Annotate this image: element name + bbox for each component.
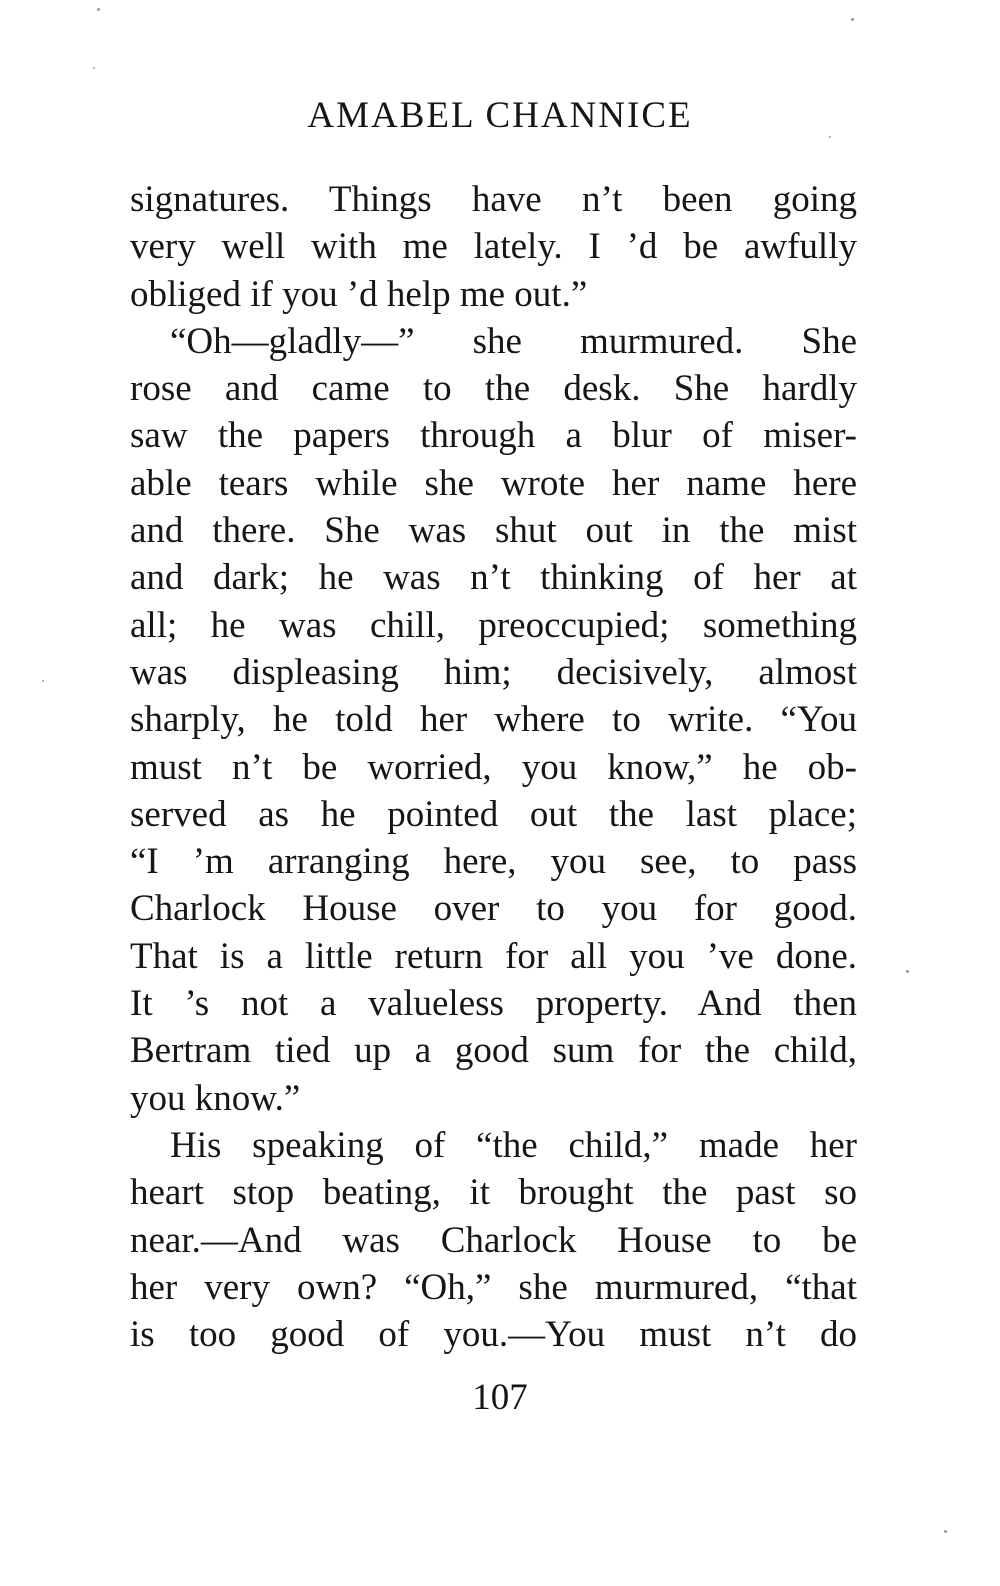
- text-line: must n’t be worried, you know,” he ob-: [130, 746, 857, 788]
- text-line: rose and came to the desk. She hardly: [130, 368, 857, 410]
- text-line: her very own? “Oh,” she murmured, “that: [130, 1266, 857, 1308]
- text-line: saw the papers through a blur of miser-: [130, 415, 857, 457]
- text-line: That is a little return for all you ’ve done.: [130, 935, 857, 977]
- scan-speck: [97, 8, 100, 11]
- running-head: AMABEL CHANNICE: [307, 95, 693, 136]
- scan-speck: [851, 18, 854, 21]
- text-line: very well with me lately. I ’d be awfully: [130, 226, 857, 268]
- text-line: Charlock House over to you for good.: [130, 888, 857, 930]
- text-line: you know.”: [130, 1077, 301, 1119]
- scan-speck: [93, 67, 95, 69]
- text-line: near.—And was Charlock House to be: [130, 1219, 857, 1261]
- scan-speck: [829, 136, 831, 138]
- text-line: His speaking of “the child,” made her: [170, 1124, 857, 1166]
- body-text: [130, 176, 857, 1358]
- text-line: “Oh—gladly—” she murmured. She: [170, 320, 857, 362]
- text-line: signatures. Things have n’t been going: [130, 179, 857, 220]
- scan-speck: [42, 680, 44, 682]
- text-line: Bertram tied up a good sum for the child,: [130, 1030, 857, 1072]
- text-line: It ’s not a valueless property. And then: [130, 983, 857, 1025]
- text-line: sharply, he told her where to write. “You: [130, 699, 857, 741]
- scan-speck: [944, 1530, 947, 1533]
- text-line: obliged if you ’d help me out.”: [130, 273, 588, 315]
- text-line: and dark; he was n’t thinking of her at: [130, 557, 857, 599]
- text-line: served as he pointed out the last place;: [130, 793, 857, 835]
- text-line: “I ’m arranging here, you see, to pass: [130, 841, 857, 883]
- text-line: is too good of you.—You must n’t do: [130, 1314, 857, 1356]
- text-line: and there. She was shut out in the mist: [130, 510, 857, 552]
- text-line: able tears while she wrote her name here: [130, 462, 857, 504]
- text-line: all; he was chill, preoccupied; something: [130, 604, 857, 646]
- scan-speck: [906, 970, 909, 973]
- text-line: was displeasing him; decisively, almost: [130, 651, 857, 693]
- page-number: 107: [472, 1377, 528, 1418]
- text-line: heart stop beating, it brought the past so: [130, 1172, 857, 1214]
